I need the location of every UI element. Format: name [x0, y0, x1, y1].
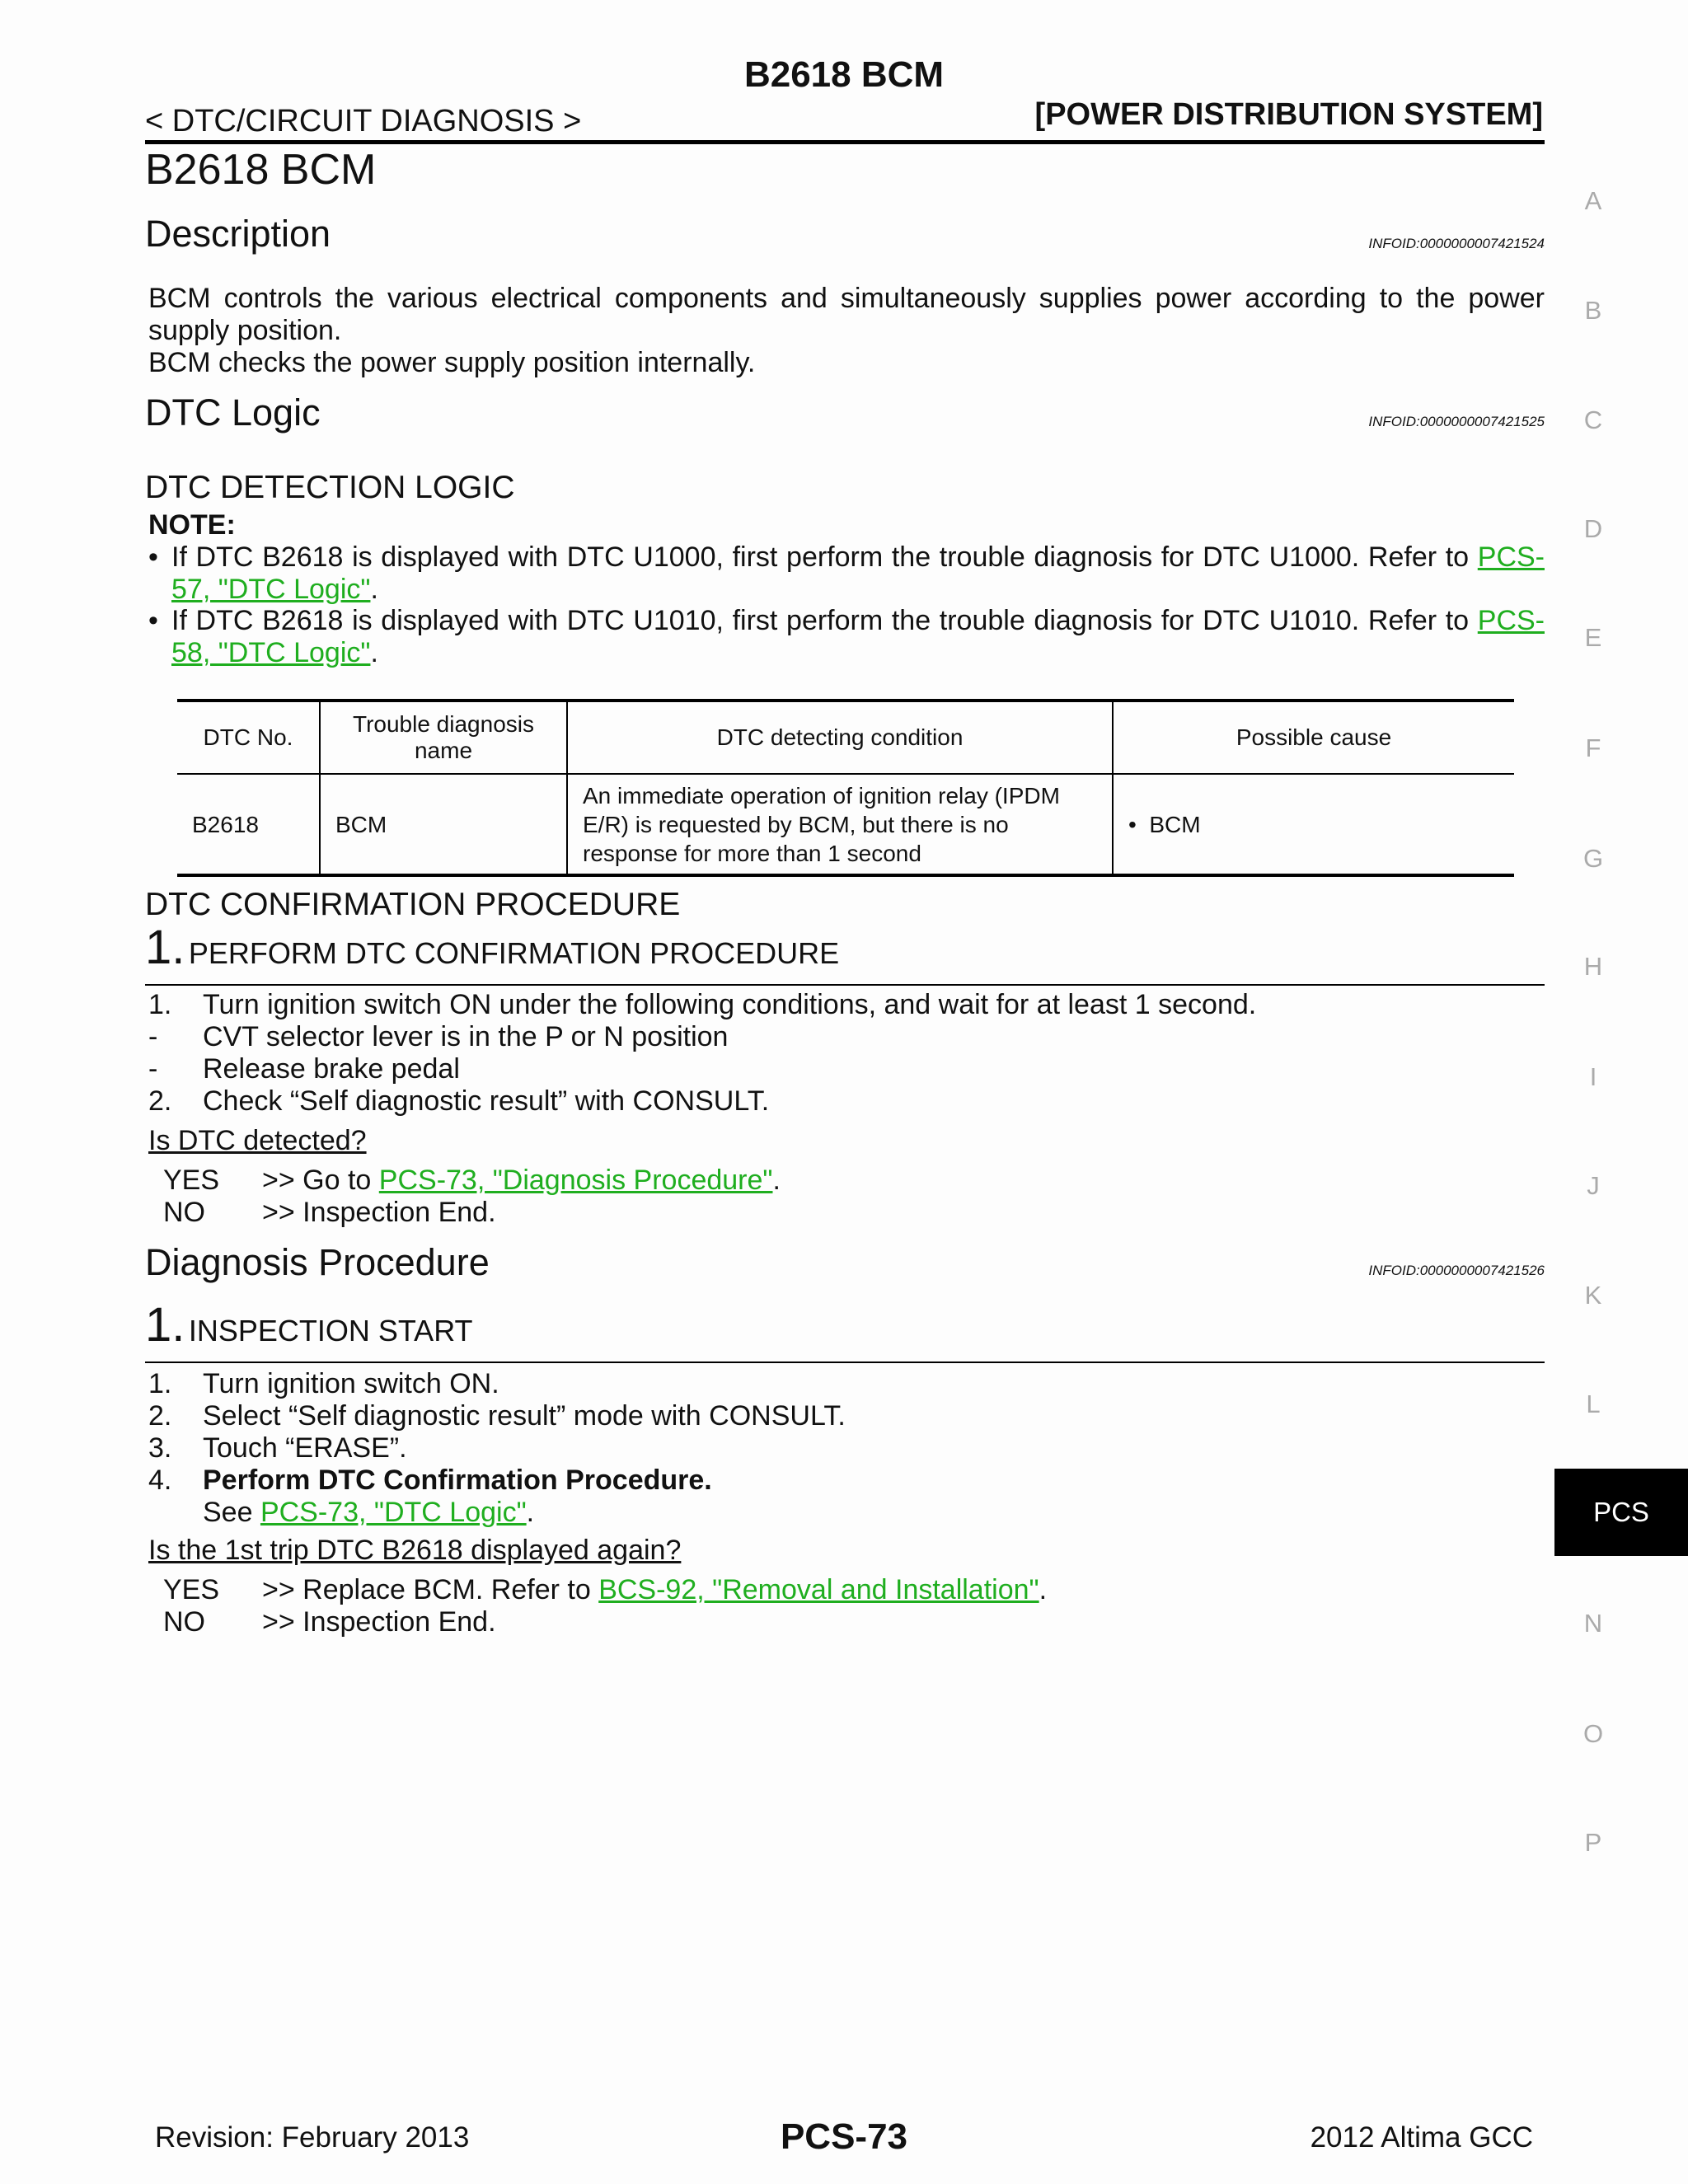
- side-index-j[interactable]: J: [1587, 1171, 1600, 1200]
- procedure-item: 1. Turn ignition switch ON.: [148, 1368, 499, 1399]
- note-text: If DTC B2618 is displayed with DTC U1010, first perform the trouble diagnosis for DTC U1010. Refer to: [171, 605, 1470, 636]
- dtc-logic-infoid: INFOID:0000000007421525: [1368, 414, 1545, 429]
- diagnosis-infoid: INFOID:0000000007421526: [1368, 1263, 1545, 1278]
- link-pcs-73-diagnosis-procedure[interactable]: PCS-73, "Diagnosis Procedure": [378, 1165, 773, 1196]
- step-label: PERFORM DTC CONFIRMATION PROCEDURE: [188, 936, 840, 970]
- running-header-title: B2618 BCM: [743, 54, 945, 95]
- system-label: [POWER DISTRIBUTION SYSTEM]: [1034, 97, 1543, 132]
- cell-detecting-condition: An immediate operation of ignition relay (IPDM E/R) is requested by BCM, but there is no response for more than 1 second: [567, 774, 1113, 874]
- side-index-b[interactable]: B: [1584, 296, 1602, 325]
- column-header-possible-cause: Possible cause: [1113, 702, 1514, 774]
- note-item: • If DTC B2618 is displayed with DTC U1010, first perform the trouble diagnosis for DTC U1010. Refer to PCS-58, "DTC Logic".: [148, 605, 1545, 668]
- note-label: NOTE:: [148, 509, 236, 541]
- step-header: [145, 1297, 473, 1352]
- table-row: [177, 774, 1514, 874]
- breadcrumb: < DTC/CIRCUIT DIAGNOSIS >: [145, 104, 582, 138]
- column-header-dtc-no: DTC No.: [177, 702, 320, 774]
- question: Is DTC detected?: [148, 1125, 367, 1156]
- side-index-h[interactable]: H: [1583, 952, 1603, 981]
- bullet: •: [148, 541, 158, 573]
- procedure-item: - Release brake pedal: [148, 1053, 460, 1085]
- cell-possible-cause: • BCM: [1113, 774, 1514, 874]
- step-number: 1.: [145, 1298, 185, 1352]
- link-pcs-57-dtc-logic[interactable]: PCS-57, "DTC Logic": [171, 541, 1545, 605]
- step-divider: [145, 984, 1545, 986]
- side-index-n[interactable]: N: [1583, 1609, 1603, 1638]
- side-index-l[interactable]: L: [1586, 1390, 1601, 1418]
- side-index-g[interactable]: G: [1582, 844, 1604, 873]
- cell-diagnosis-name: BCM: [320, 774, 567, 874]
- procedure-item: 1. Turn ignition switch ON under the following conditions, and wait for at least 1 second.: [148, 989, 1257, 1020]
- step-divider: [145, 1361, 1545, 1363]
- side-index-e[interactable]: E: [1584, 623, 1602, 652]
- description-heading: Description: [145, 213, 331, 255]
- no-branch: NO >> Inspection End.: [163, 1197, 496, 1228]
- side-index-i[interactable]: I: [1589, 1062, 1597, 1091]
- link-bcs-92-removal-installation[interactable]: BCS-92, "Removal and Installation": [598, 1574, 1039, 1605]
- dtc-table: [177, 702, 1514, 874]
- procedure-item: - CVT selector lever is in the P or N position: [148, 1021, 729, 1052]
- dtc-confirmation-subheading: DTC CONFIRMATION PROCEDURE: [145, 887, 681, 922]
- column-header-diagnosis-name: Trouble diagnosis name: [320, 702, 567, 774]
- column-header-detecting-condition: DTC detecting condition: [567, 702, 1113, 774]
- diagnosis-procedure-heading: Diagnosis Procedure: [145, 1241, 490, 1283]
- step-header: [145, 920, 839, 975]
- step-label: INSPECTION START: [188, 1314, 473, 1347]
- dtc-detection-logic-subheading: DTC DETECTION LOGIC: [145, 470, 515, 505]
- see-reference: See PCS-73, "DTC Logic".: [203, 1497, 535, 1528]
- bullet: •: [1128, 811, 1137, 837]
- bullet: •: [148, 605, 158, 636]
- yes-branch: YES >> Go to PCS-73, "Diagnosis Procedure".: [163, 1165, 781, 1196]
- step-number: 1.: [145, 921, 185, 974]
- description-infoid: INFOID:0000000007421524: [1368, 236, 1545, 251]
- side-index-o[interactable]: O: [1582, 1719, 1604, 1748]
- description-paragraph-2: BCM checks the power supply position internally.: [148, 347, 756, 378]
- table-header-row: [177, 702, 1514, 774]
- question: Is the 1st trip DTC B2618 displayed again?: [148, 1535, 682, 1566]
- side-index-k[interactable]: K: [1584, 1281, 1602, 1310]
- footer-model: 2012 Altima GCC: [1310, 2121, 1533, 2154]
- no-branch: NO >> Inspection End.: [163, 1606, 496, 1638]
- procedure-item: 2. Select “Self diagnostic result” mode with CONSULT.: [148, 1400, 846, 1432]
- side-index-pcs-active[interactable]: PCS: [1554, 1469, 1688, 1556]
- header-divider: [145, 140, 1545, 144]
- procedure-item: 3. Touch “ERASE”.: [148, 1432, 407, 1464]
- footer-page-number: PCS-73: [780, 2116, 908, 2157]
- procedure-item: 2. Check “Self diagnostic result” with CONSULT.: [148, 1085, 770, 1117]
- dtc-table-frame: [177, 699, 1514, 877]
- description-paragraph-1: BCM controls the various electrical components and simultaneously supplies power according to the power supply position.: [148, 283, 1545, 346]
- side-index-f[interactable]: F: [1585, 733, 1601, 762]
- side-index-c[interactable]: C: [1583, 405, 1603, 434]
- note-text: If DTC B2618 is displayed with DTC U1000, first perform the trouble diagnosis for DTC U1000. Refer to: [171, 541, 1470, 573]
- link-pcs-73-dtc-logic[interactable]: PCS-73, "DTC Logic": [260, 1497, 527, 1528]
- side-index-d[interactable]: D: [1583, 514, 1603, 543]
- note-item: • If DTC B2618 is displayed with DTC U1000, first perform the trouble diagnosis for DTC U1000. Refer to PCS-57, "DTC Logic".: [148, 541, 1545, 605]
- link-pcs-58-dtc-logic[interactable]: PCS-58, "DTC Logic": [171, 605, 1545, 668]
- footer-revision: Revision: February 2013: [155, 2121, 470, 2154]
- side-index-p[interactable]: P: [1584, 1828, 1602, 1857]
- procedure-item: 4. Perform DTC Confirmation Procedure.: [148, 1465, 712, 1496]
- dtc-logic-heading: DTC Logic: [145, 391, 321, 434]
- side-index-a[interactable]: A: [1584, 186, 1602, 215]
- cell-dtc-no: B2618: [192, 811, 259, 837]
- page-title: B2618 BCM: [145, 146, 377, 194]
- yes-branch: YES >> Replace BCM. Refer to BCS-92, "Removal and Installation".: [163, 1574, 1048, 1605]
